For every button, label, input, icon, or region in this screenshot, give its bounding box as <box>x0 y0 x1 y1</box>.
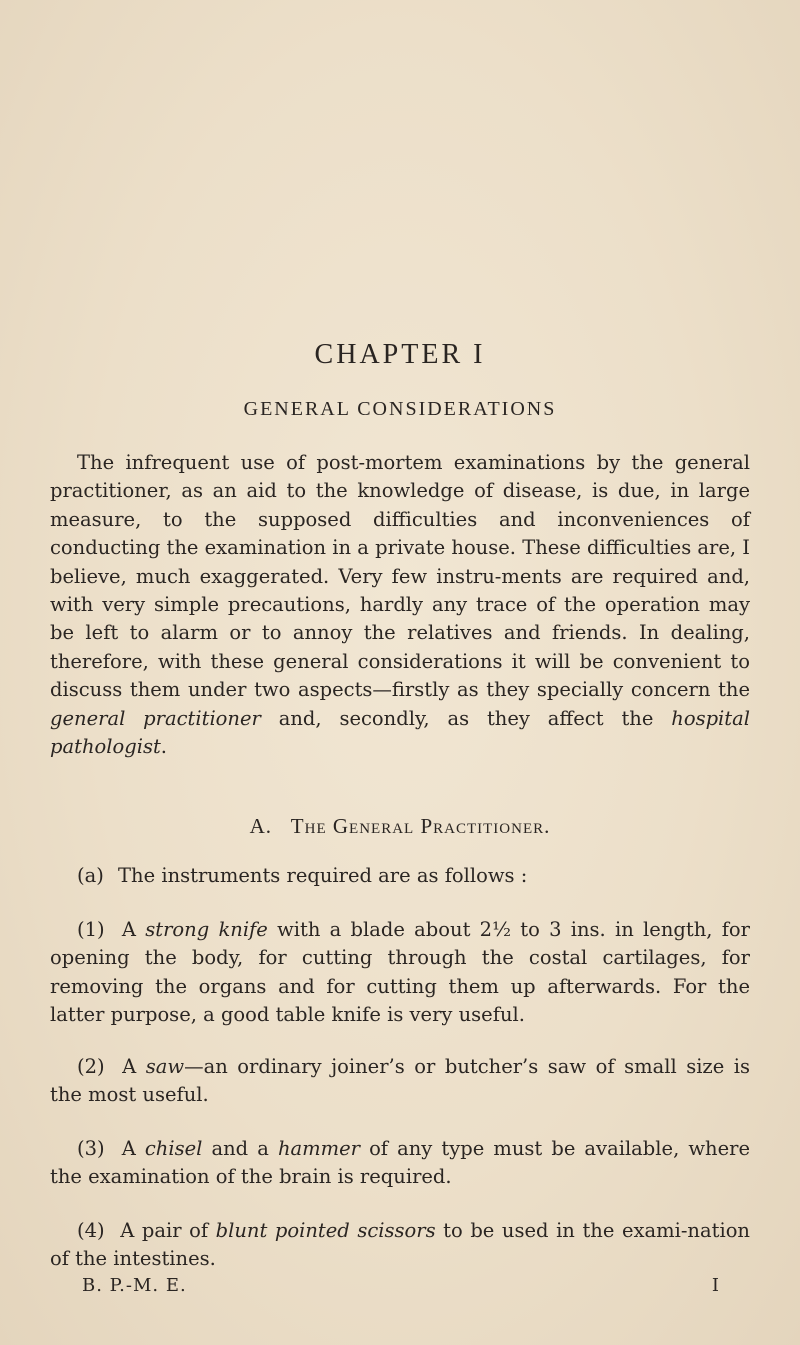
section-title: The General Practitioner. <box>290 814 551 838</box>
signature-mark: B. P.-M. E. <box>82 1275 187 1296</box>
intro-paragraph <box>50 449 750 761</box>
instrument-item-knife <box>50 916 750 1030</box>
item-text: —an ordinary joiner’s or butcher’s saw of small size is the most useful. <box>50 1055 751 1107</box>
item-emphasis: saw <box>145 1055 185 1078</box>
intro-text-3: . <box>160 735 167 759</box>
book-page <box>50 0 750 1345</box>
chapter-number: CHAPTER I <box>314 339 486 370</box>
instruments-label: (a) <box>77 864 104 887</box>
item-number: (3) <box>77 1137 105 1160</box>
instruments-intro-text: The instruments required are as follows : <box>118 864 528 887</box>
item-emphasis: blunt pointed scissors <box>215 1219 436 1242</box>
section-heading <box>50 814 750 839</box>
item-text: and a <box>202 1137 278 1160</box>
item-text: of any type must be available, where the examination of the brain is required. <box>50 1137 750 1189</box>
item-text: A pair of <box>120 1219 216 1242</box>
instrument-item-saw <box>50 1053 750 1110</box>
item-text: with a blade about 2½ to 3 ins. in length, for opening the body, for cutting through the costal cartilages, for removing the organs and for cutting them up afterwards. For the latter purpose, a good table knife is very useful. <box>50 918 750 1027</box>
instrument-item-chisel <box>50 1135 750 1192</box>
sheet-number: I <box>711 1275 720 1296</box>
item-text: A <box>122 1055 146 1078</box>
item-text: A <box>121 1137 145 1160</box>
item-text: to be used in the exami-nation of the intestines. <box>50 1219 750 1271</box>
section-prefix: A. <box>249 814 273 838</box>
chapter-title: GENERAL CONSIDERATIONS <box>243 398 557 420</box>
item-number: (4) <box>77 1219 105 1242</box>
item-emphasis: hammer <box>277 1137 360 1160</box>
item-number: (1) <box>77 918 105 941</box>
instrument-item-scissors <box>50 1217 750 1274</box>
item-number: (2) <box>77 1055 105 1078</box>
intro-emphasis-hospital-pathologist: hospital pathologist <box>50 706 750 759</box>
intro-text-2: and, secondly, as they affect the <box>260 706 672 730</box>
item-emphasis: strong knife <box>145 918 268 941</box>
intro-emphasis-general-practitioner: general practitioner <box>50 706 261 730</box>
intro-text-1: The infrequent use of post-mortem examinations by the general practitioner, as an aid to the knowledge of disease, is due, in large measure, to the supposed difficulties and inconveniences of conducting the examination in a private house. These difficulties are, I believe, much exaggerated. Very few instru-ments are required and, with very simple precautions, hardly any trace of the operation may be left to alarm or to annoy the relatives and friends. In dealing, therefore, with these general considerations it will be convenient to discuss them under two aspects—firstly as they specially concern the <box>50 451 750 702</box>
instruments-intro <box>50 862 750 890</box>
item-text: A <box>121 918 146 941</box>
item-emphasis: chisel <box>144 1137 203 1160</box>
